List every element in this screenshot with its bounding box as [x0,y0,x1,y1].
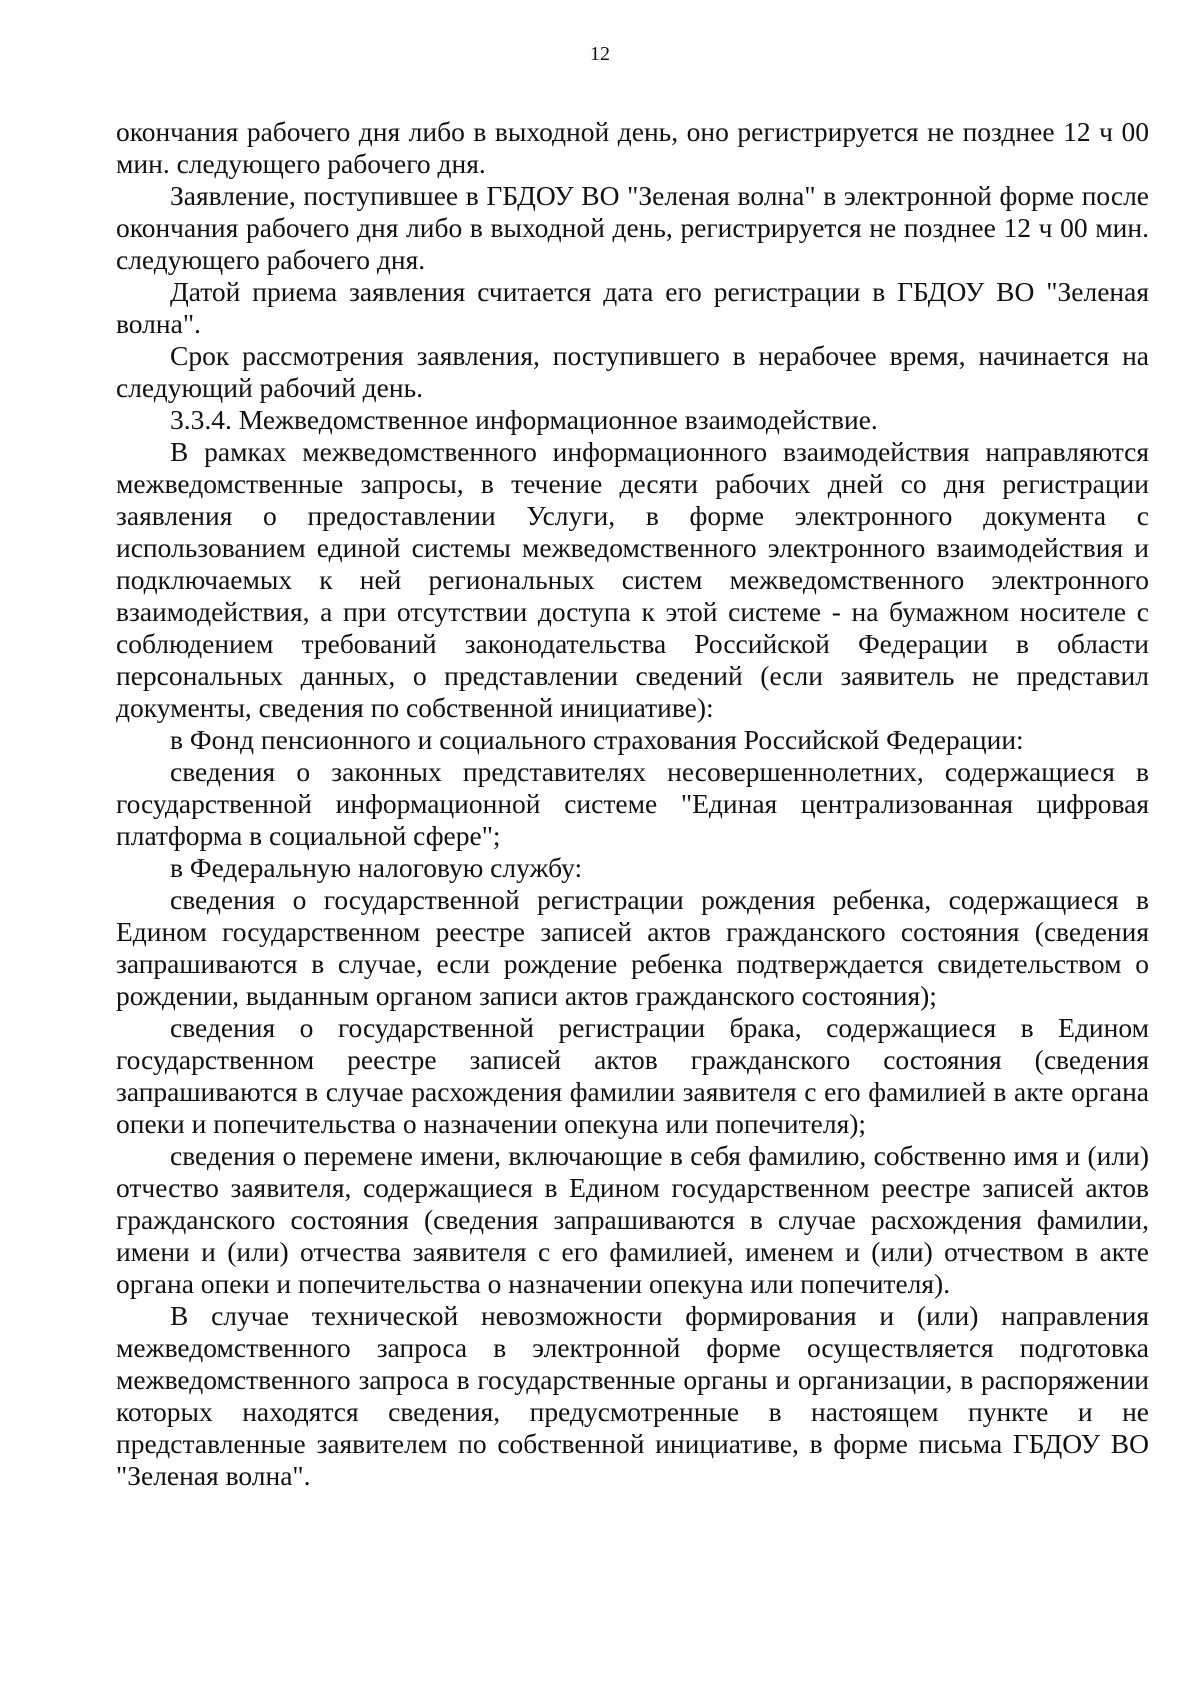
paragraph-review-term: Срок рассмотрения заявления, поступившего в нерабочее время, начинается на следующий рабочий день. [116,340,1149,403]
paragraph-continuation: окончания рабочего дня либо в выходной день, оно регистрируется не позднее 12 ч 00 мин. следующего рабочего дня. [116,116,1149,179]
paragraph-tax-service: в Федеральную налоговую службу: [170,852,583,883]
paragraph-name-change: сведения о перемене имени, включающие в себя фамилию, собственно имя и (или) отчество заявителя, содержащиеся в Едином государственном реестре записей актов гражданского состояния (сведения запрашиваются в случае расхождения фамилии, имени и (или) отчества заявителя с его фамилией, именем и (или) отчеством в акте органа опеки и попечительства о назначении опекуна или попечителя). [116,1140,1149,1299]
paragraph-acceptance-date: Датой приема заявления считается дата его регистрации в ГБДОУ ВО "Зеленая волна". [116,276,1149,339]
page-number: 12 [590,43,610,65]
section-heading-3-3-4: 3.3.4. Межведомственное информационное взаимодействие. [170,404,878,435]
paragraph-pension-fund: в Фонд пенсионного и социального страхования Российской Федерации: [170,724,1024,755]
paragraph-legal-representatives: сведения о законных представителях несовершеннолетних, содержащиеся в государственной информационной системе "Единая централизованная цифровая платформа в социальной сфере"; [116,756,1149,851]
paragraph-interagency-requests: В рамках межведомственного информационного взаимодействия направляются межведомственные запросы, в течение десяти рабочих дней со дня регистрации заявления о предоставлении Услуги, в форме электронного документа с использованием единой системы межведомственного электронного взаимодействия и подключаемых к ней региональных систем межведомственного электронного взаимодействия, а при отсутствии доступа к этой системе - на бумажном носителе с соблюдением требований законодательства Российской Федерации в области персональных данных, о представлении сведений (если заявитель не представил документы, сведения по собственной инициативе): [116,436,1149,723]
paragraph-marriage-registration: сведения о государственной регистрации брака, содержащиеся в Едином государственном реестре записей актов гражданского состояния (сведения запрашиваются в случае расхождения фамилии заявителя с его фамилией в акте органа опеки и попечительства о назначении опекуна или попечителя); [116,1012,1149,1139]
document-body [116,116,1149,1492]
paragraph-technical-impossibility: В случае технической невозможности формирования и (или) направления межведомственного запроса в электронной форме осуществляется подготовка межведомственного запроса в государственные органы и организации, в распоряжении которых находятся сведения, предусмотренные в настоящем пункте и не представленные заявителем по собственной инициативе, в форме письма ГБДОУ ВО "Зеленая волна". [116,1300,1149,1491]
paragraph-electronic-application: Заявление, поступившее в ГБДОУ ВО "Зеленая волна" в электронной форме после окончания рабочего дня либо в выходной день, регистрируется не позднее 12 ч 00 мин. следующего рабочего дня. [116,180,1149,275]
paragraph-birth-registration: сведения о государственной регистрации рождения ребенка, содержащиеся в Едином государственном реестре записей актов гражданского состояния (сведения запрашиваются в случае, если рождение ребенка подтверждается свидетельством о рождении, выданным органом записи актов гражданского состояния); [116,884,1149,1011]
